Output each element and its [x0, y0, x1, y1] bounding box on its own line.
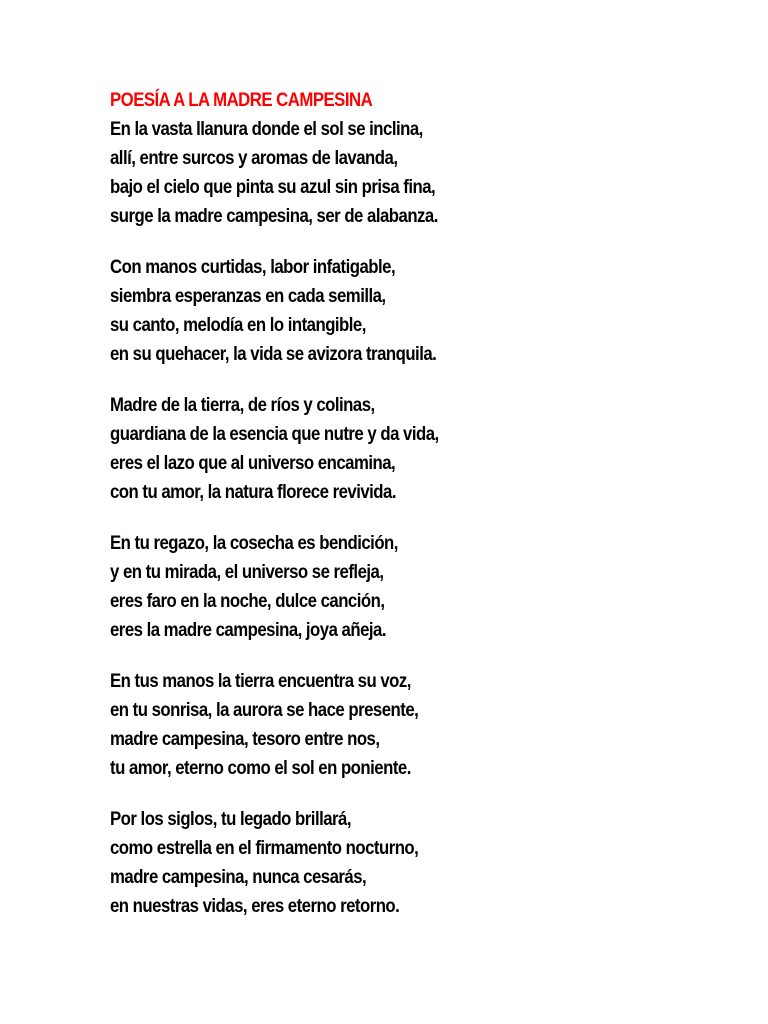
verse-line: madre campesina, nunca cesarás, [110, 866, 367, 888]
verse-line: en tu sonrisa, la aurora se hace presente, [110, 699, 419, 721]
poem-title: POESÍA A LA MADRE CAMPESINA [110, 89, 373, 111]
verse-line: y en tu mirada, el universo se refleja, [110, 561, 384, 583]
stanza-1 [110, 115, 660, 231]
verse-line: eres faro en la noche, dulce canción, [110, 590, 385, 612]
verse-line: eres la madre campesina, joya añeja. [110, 619, 387, 641]
verse-line: guardiana de la esencia que nutre y da vida, [110, 423, 439, 445]
verse-line: Con manos curtidas, labor infatigable, [110, 256, 396, 278]
verse-line: como estrella en el firmamento nocturno, [110, 837, 419, 859]
verse-line: bajo el cielo que pinta su azul sin prisa fina, [110, 176, 436, 198]
poem-page [110, 86, 660, 943]
stanza-2 [110, 253, 660, 369]
stanza-4 [110, 529, 660, 645]
verse-line: allí, entre surcos y aromas de lavanda, [110, 147, 398, 169]
verse-line: con tu amor, la natura florece revivida. [110, 481, 396, 503]
verse-line: su canto, melodía en lo intangible, [110, 314, 366, 336]
stanza-5 [110, 667, 660, 783]
verse-line: Madre de la tierra, de ríos y colinas, [110, 394, 375, 416]
stanza-3 [110, 391, 660, 507]
verse-line: En la vasta llanura donde el sol se inclina, [110, 118, 423, 140]
verse-line: tu amor, eterno como el sol en poniente. [110, 757, 411, 779]
verse-line: siembra esperanzas en cada semilla, [110, 285, 386, 307]
stanza-6 [110, 805, 660, 921]
verse-line: Por los siglos, tu legado brillará, [110, 808, 352, 830]
verse-line: En tu regazo, la cosecha es bendición, [110, 532, 398, 554]
verse-line: madre campesina, tesoro entre nos, [110, 728, 380, 750]
verse-line: surge la madre campesina, ser de alabanza. [110, 205, 438, 227]
verse-line: En tus manos la tierra encuentra su voz, [110, 670, 411, 692]
poem-body [110, 115, 660, 921]
verse-line: eres el lazo que al universo encamina, [110, 452, 396, 474]
verse-line: en su quehacer, la vida se avizora tranquila. [110, 343, 437, 365]
verse-line: en nuestras vidas, eres eterno retorno. [110, 895, 400, 917]
